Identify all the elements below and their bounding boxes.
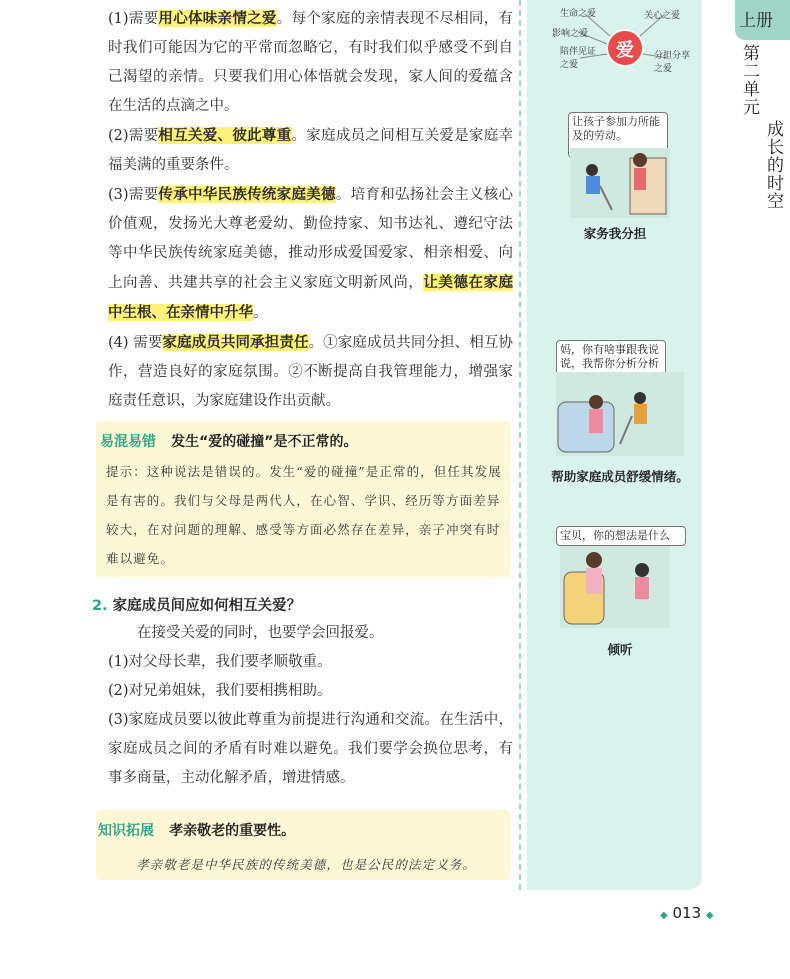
question-2-item-3: (3)家庭成员要以彼此尊重为前提进行沟通和交流。在生活中，家庭成员之间的矛盾有时难以避免。我们要学会换位思考，有事多商量，主动化解矛盾，增进情感。	[108, 712, 513, 786]
question-2-item-2: (2)对兄弟姐妹，我们要相携相助。	[108, 683, 332, 699]
person-head	[633, 153, 647, 167]
love-item: 分担分享之爱	[654, 51, 691, 74]
child-body	[586, 176, 600, 194]
highlight: 家庭成员共同承担责任	[162, 334, 309, 351]
love-center: 爱	[616, 40, 634, 61]
question-title: 家庭成员间应如何相互关爱？	[112, 598, 302, 614]
knowledge-tag: 知识拓展	[98, 823, 154, 839]
mistake-heading: 发生“爱的碰撞”是不正常的。	[171, 434, 358, 450]
unit-title: 成长的时空	[763, 120, 783, 210]
caption-chores: 家务我分担	[583, 226, 647, 241]
question-2-heading	[92, 594, 517, 615]
paragraph-4: (4) 需要家庭成员共同承担责任。①家庭成员共同分担、相互协作，营造良好的家庭氛围。②不断提高自我管理能力，增强家庭责任意识，为家庭建设作出贡献。	[108, 334, 513, 409]
speech-bubble: 让孩子参加力所能及的劳动。	[568, 112, 668, 158]
speech-bubble: 妈，你有啥事跟我说说，我帮你分析分析	[556, 340, 666, 386]
knowledge-box	[96, 810, 510, 880]
sofa-shape	[558, 402, 614, 452]
caption-listening: 倾听	[607, 642, 633, 657]
child-head	[586, 164, 598, 176]
child-body	[635, 577, 649, 599]
question-2-intro: 在接受关爱的同时，也要学会回报爱。	[137, 625, 384, 641]
highlight: 相互关爱、彼此尊重	[158, 127, 292, 144]
mistake-tag: 易混易错	[100, 434, 156, 450]
question-2-item-1: (1)对父母长辈，我们要孝顺敬重。	[108, 654, 332, 670]
book-label: 上册	[739, 11, 773, 31]
child-body	[634, 404, 647, 424]
knowledge-body: 孝亲敬老是中华民族的传统美德，也是公民的法定义务。	[136, 857, 477, 872]
speech-bubble: 宝贝，你的想法是什么	[556, 526, 686, 546]
paragraph-1: (1)需要用心体味亲情之爱。每个家庭的亲情表现不尽相同，有时我们可能因为它的平常而忽略它，有时我们似乎感受不到自己渴望的亲情。只要我们用心体悟就会发现，家人间的爱蕴含在生活的点滴之中。	[108, 10, 514, 114]
page-number: ◆ 013 ◆	[660, 904, 714, 922]
love-item: 关心之爱	[644, 11, 681, 21]
love-item: 影响之爱	[552, 29, 589, 39]
mother-body	[586, 568, 602, 594]
paragraph-3: (3)需要传承中华民族传统家庭美德。培育和弘扬社会主义核心价值观，发扬光大尊老爱幼、勤俭持家、知书达礼、遵纪守法等中华民族传统家庭美德，推动形成爱国爱家、相亲相爱、向上向善、共建共享的社会主义家庭文明新风尚，让美德在家庭中生根、在亲情中升华。	[108, 186, 514, 321]
highlight: 用心体味亲情之爱	[158, 10, 277, 27]
diamond-icon: ◆	[660, 910, 668, 921]
mother-head	[586, 552, 602, 568]
comfort-illustration	[556, 372, 684, 456]
mistake-box	[96, 421, 510, 577]
mistake-body: 提示：这种说法是错误的。发生“爱的碰撞”是正常的，但任其发展是有害的。我们与父母是两代人，在心智、学识、经历等方面差异较大，在对问题的理解、感受等方面必然存在差异，亲子冲突有时难以避免。	[106, 464, 502, 566]
unit-label: 第二单元	[739, 44, 759, 116]
knowledge-heading: 孝亲敬老的重要性。	[169, 823, 296, 839]
listening-illustration	[560, 546, 670, 628]
sidebar-divider	[519, 0, 521, 890]
mother-head	[589, 395, 603, 409]
person-body	[634, 168, 646, 190]
love-item: 陪伴见证之爱	[560, 47, 597, 70]
love-item: 生命之爱	[560, 9, 597, 19]
chores-illustration	[570, 148, 670, 218]
chapter-tab	[735, 0, 790, 230]
highlight: 让美德在家庭中生根、在亲情中升华	[108, 274, 514, 321]
question-2	[92, 594, 517, 793]
highlight: 传承中华民族传统家庭美德	[158, 186, 336, 203]
question-number: 2.	[92, 598, 108, 614]
paragraph-2: (2)需要相互关爱、彼此尊重。家庭成员之间相互关爱是家庭幸福美满的重要条件。	[108, 127, 514, 173]
child-head	[634, 392, 646, 404]
mother-body	[589, 409, 603, 433]
diamond-icon: ◆	[705, 910, 714, 921]
caption-comfort: 帮助家庭成员舒缓情绪。	[551, 469, 689, 484]
child-head	[635, 563, 649, 577]
